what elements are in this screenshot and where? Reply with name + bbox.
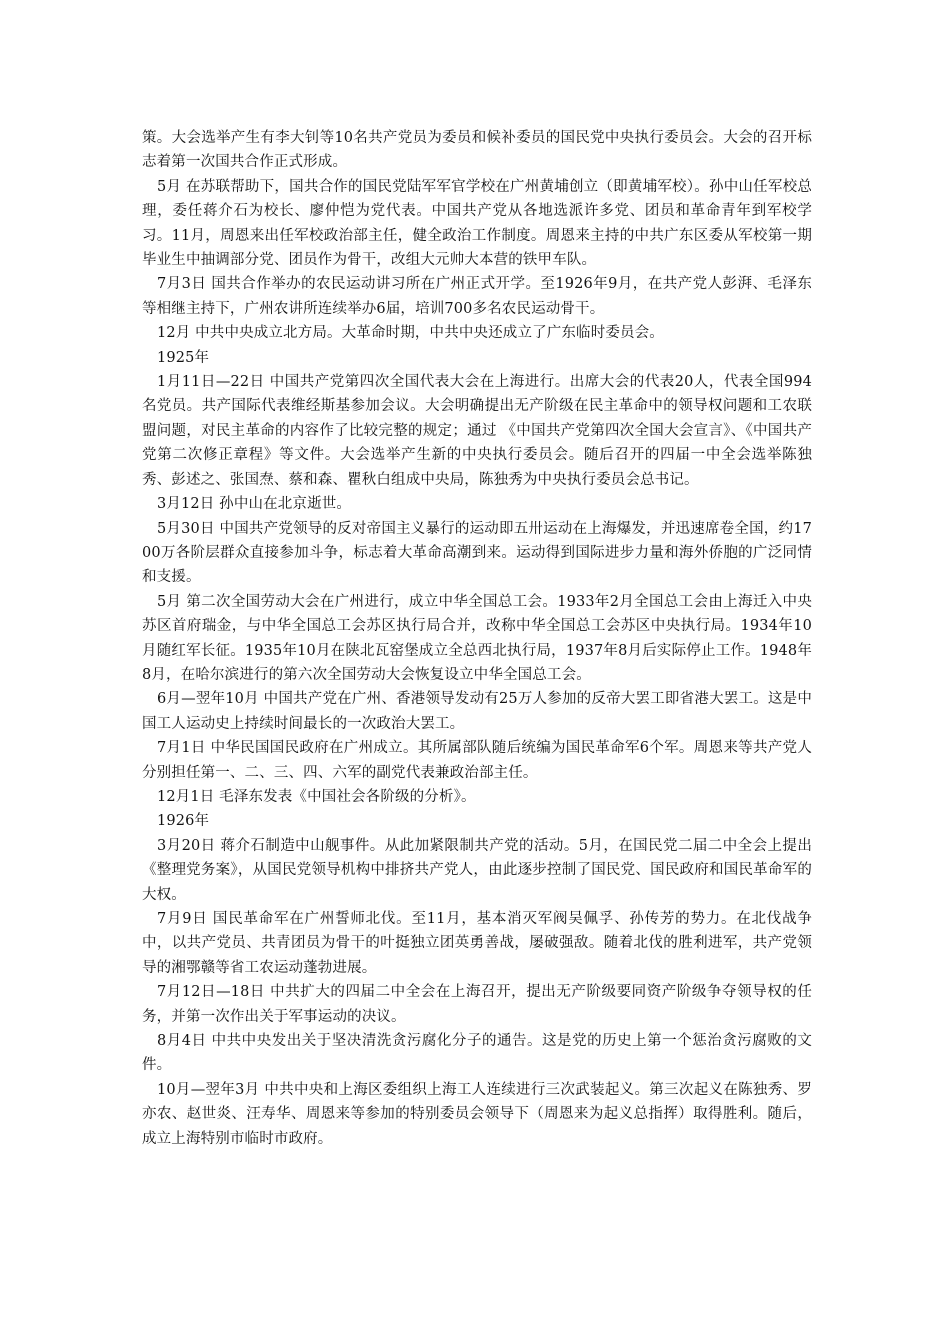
paragraph-7: 3月12日 孙中山在北京逝世。	[157, 496, 352, 513]
paragraph-18: 10月—翌年3月 中共中央和上海区委组织上海工人连续进行三次武装起义。第三次起义在陈独秀、罗亦农、赵世炎、汪寿华、周恩来等参加的特别委员会领导下（周恩来为起义总指挥）取得胜利。随后，成立上海特别市临时市政府。	[142, 1081, 812, 1147]
paragraph-9: 5月 第二次全国劳动大会在广州进行，成立中华全国总工会。1933年2月全国总工会由上海迁入中央苏区首府瑞金，与中华全国总工会苏区执行局合并，改称中华全国总工会苏区中央执行局。1934年10月随红军长征。1935年10月在陕北瓦窑堡成立全总西北执行局，1937年8月后实际停止工作。1948年8月，在哈尔滨进行的第六次全国劳动大会恢复设立中华全国总工会。	[142, 593, 812, 683]
paragraph-8: 5月30日 中国共产党领导的反对帝国主义暴行的运动即五卅运动在上海爆发，并迅速席卷全国，约1700万各阶层群众直接参加斗争，标志着大革命高潮到来。运动得到国际进步力量和海外侨胞的广泛同情和支援。	[142, 520, 812, 586]
paragraph-4: 12月 中共中央成立北方局。大革命时期，中共中央还成立了广东临时委员会。	[157, 325, 664, 342]
paragraph-1: 策。大会选举产生有李大钊等10名共产党员为委员和候补委员的国民党中央执行委员会。大会的召开标志着第一次国共合作正式形成。	[142, 130, 812, 171]
paragraph-6: 1月11日—22日 中国共产党第四次全国代表大会在上海进行。出席大会的代表20人，代表全国994名党员。共产国际代表维经斯基参加会议。大会明确提出无产阶级在民主革命中的领导权问题和工农联盟问题，对民主革命的内容作了比较完整的规定；通过 《中国共产党第四次全国大会宣言》、《中国共产党第二次修正章程》等文件。大会选举产生新的中央执行委员会。随后召开的四届一中全会选举陈独秀、彭述之、张国焘、蔡和森、瞿秋白组成中央局，陈独秀为中央执行委员会总书记。	[142, 374, 812, 488]
paragraph-12: 12月1日 毛泽东发表《中国社会各阶级的分析》。	[157, 788, 476, 805]
paragraph-15: 7月9日 国民革命军在广州誓师北伐。至11月，基本消灭军阀吴佩孚、孙传芳的势力。在北伐战争中，以共产党员、共青团员为骨干的叶挺独立团英勇善战，屡破强敌。随着北伐的胜利进军，共产党领导的湘鄂赣等省工农运动蓬勃进展。	[142, 911, 812, 976]
paragraph-10: 6月—翌年10月 中国共产党在广州、香港领导发动有25万人参加的反帝大罢工即省港大罢工。这是中国工人运动史上持续时间最长的一次政治大罢工。	[142, 691, 812, 732]
year-heading-1925: 1925年	[157, 349, 210, 366]
document-body	[142, 126, 812, 1151]
paragraph-17: 8月4日 中共中央发出关于坚决清洗贪污腐化分子的通告。这是党的历史上第一个惩治贪污腐败的文件。	[142, 1033, 812, 1074]
paragraph-14: 3月20日 蒋介石制造中山舰事件。从此加紧限制共产党的活动。5月，在国民党二届二中全会上提出《整理党务案》，从国民党领导机构中排挤共产党人，由此逐步控制了国民党、国民政府和国民革命军的大权。	[142, 837, 812, 903]
paragraph-2: 5月 在苏联帮助下，国共合作的国民党陆军军官学校在广州黄埔创立（即黄埔军校）。孙中山任军校总理，委任蒋介石为校长、廖仲恺为党代表。中国共产党从各地选派许多党、团员和革命青年到军校学习。11月，周恩来出任军校政治部主任，健全政治工作制度。周恩来主持的中共广东区委从军校第一期毕业生中抽调部分党、团员作为骨干，改组大元帅大本营的铁甲车队。	[142, 178, 812, 269]
paragraph-11: 7月1日 中华民国国民政府在广州成立。其所属部队随后统编为国民革命军6个军。周恩来等共产党人分别担任第一、二、三、四、六军的副党代表兼政治部主任。	[142, 740, 812, 781]
paragraph-16: 7月12日—18日 中共扩大的四届二中全会在上海召开，提出无产阶级要同资产阶级争夺领导权的任务，并第一次作出关于军事运动的决议。	[142, 984, 812, 1025]
year-heading-1926: 1926年	[157, 813, 210, 830]
paragraph-3: 7月3日 国共合作举办的农民运动讲习所在广州正式开学。至1926年9月，在共产党人彭湃、毛泽东等相继主持下，广州农讲所连续举办6届，培训700多名农民运动骨干。	[142, 276, 812, 317]
